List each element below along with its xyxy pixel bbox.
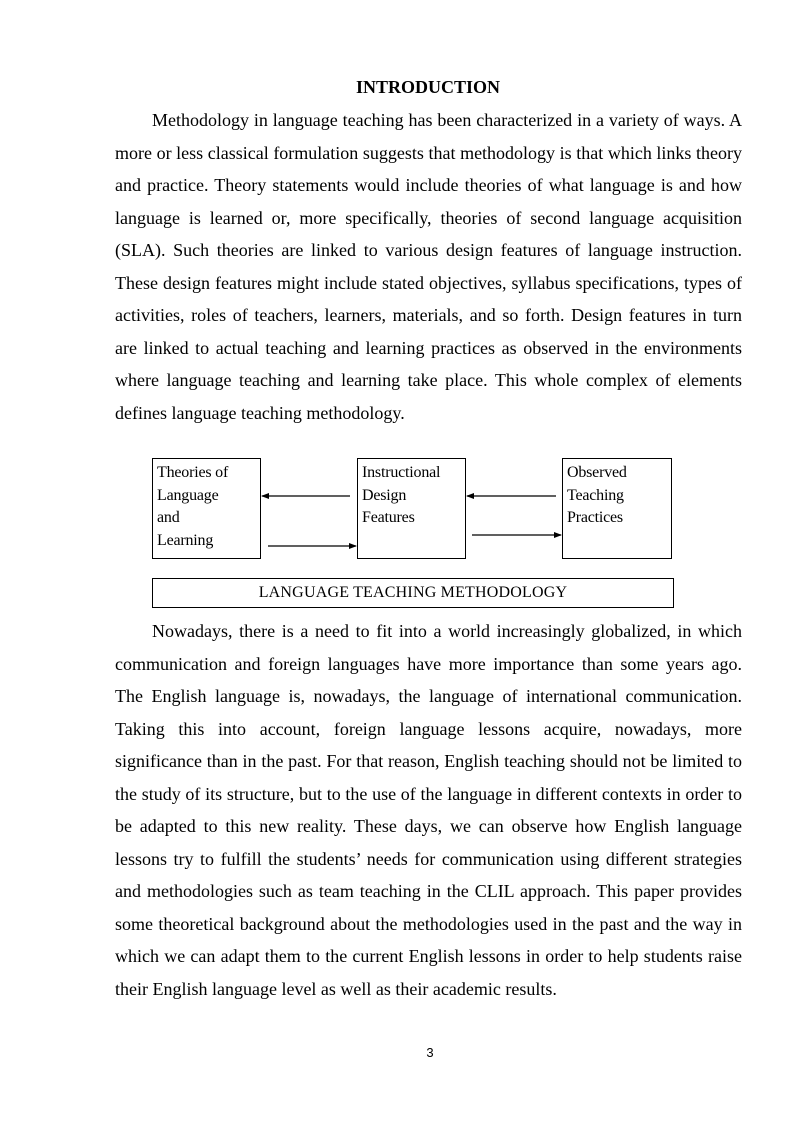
theories-box-line: Theories of: [157, 464, 229, 481]
section-heading: INTRODUCTION: [355, 77, 501, 97]
observed-practices-box: [562, 458, 672, 559]
design-box-line: Features: [362, 509, 415, 526]
observed-box-line: Practices: [567, 509, 623, 526]
design-box-line: Instructional: [362, 464, 441, 481]
theories-box: [152, 458, 261, 559]
observed-box-line: Observed: [567, 464, 627, 481]
observed-box-line: Teaching: [567, 486, 624, 504]
intro-paragraph-1: Methodology in language teaching has been characterized in a variety of ways. A more or less classical formulation suggests that methodology is that which links theory and practice. Theory statements would include theories of what language is and how language is learned or, more specifically, theories of second language acquisition (SLA). Such theories are linked to various design features of language instruction. These design features might include stated objectives, syllabus specifications, types of activities, roles of teachers, learners, materials, and so forth. Design features in turn are linked to actual teaching and learning practices as observed in the environments where language teaching and learning take place. This whole complex of elements defines language teaching methodology.: [115, 110, 742, 423]
theories-box-line: Learning: [157, 531, 214, 549]
theories-box-line: Language: [157, 486, 219, 504]
intro-paragraph-2: Nowadays, there is a need to fit into a world increasingly globalized, in which communication and foreign languages have more importance than some years ago. The English language is, nowadays, the language of international communication. Taking this into account, foreign language lessons acquire, nowadays, more significance than in the past. For that reason, English teaching should not be limited to the study of its structure, but to the use of the language in different contexts in order to be adapted to this new reality. These days, we can observe how English language lessons try to fulfill the students’ needs for communication using different strategies and methodologies such as team teaching in the CLIL approach. This paper provides some theoretical background about the methodologies used in the past and the way in which we can adapt them to the current English lessons in order to help students raise their English language level as well as their academic results.: [115, 621, 742, 999]
page-number: 3: [426, 1045, 434, 1060]
methodology-banner: LANGUAGE TEACHING METHODOLOGY: [152, 578, 674, 608]
design-features-box: [357, 458, 466, 559]
theories-box-line: and: [157, 509, 180, 526]
design-box-line: Design: [362, 486, 407, 504]
